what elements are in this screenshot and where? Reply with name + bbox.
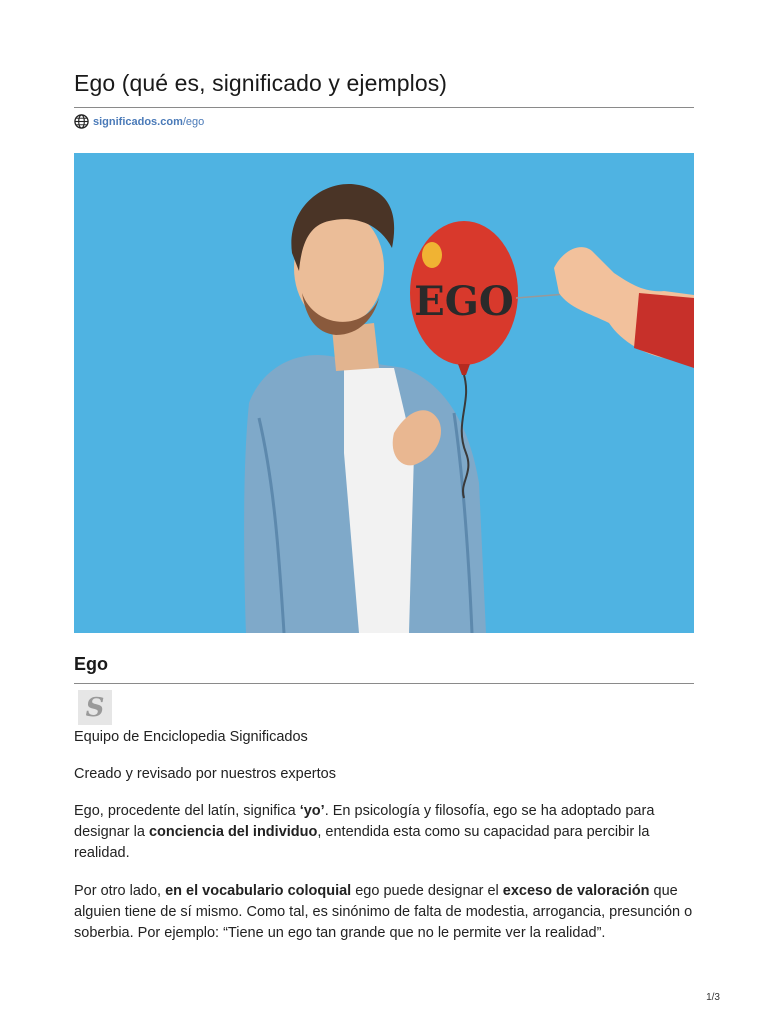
source-domain[interactable]: significados.com <box>93 115 183 128</box>
balloon-label: EGO <box>414 278 514 325</box>
hero-image <box>74 153 694 633</box>
title-divider <box>74 107 694 108</box>
ego-illustration <box>74 153 694 633</box>
paragraph-definition: Ego, procedente del latín, significa ‘yo’. En psicología y filosofía, ego se ha adoptado para designar la conciencia del individuo, entendida esta como su capacidad para percibir la realidad. <box>74 803 655 861</box>
site-logo <box>78 690 112 725</box>
author-line: Equipo de Enciclopedia Significados <box>74 729 308 745</box>
section-heading: Ego <box>74 654 108 674</box>
page-title: Ego (qué es, significado y ejemplos) <box>74 70 448 96</box>
source-path[interactable]: /ego <box>182 115 205 128</box>
reviewed-line: Creado y revisado por nuestros expertos <box>74 766 336 782</box>
globe-icon <box>74 114 89 129</box>
paragraph-colloquial: Por otro lado, en el vocabulario coloquial ego puede designar el exceso de valoración que alguien tiene de sí mismo. Como tal, es sinónimo de falta de modestia, arrogancia, presunción o soberbia. Por ejemplo: “Tiene un ego tan grande que no le permite ver la realidad”. <box>74 883 693 941</box>
section-divider <box>74 683 694 684</box>
page-number: 1/3 <box>706 992 720 1003</box>
source-link[interactable] <box>74 114 204 129</box>
logo-letter: S <box>85 692 105 723</box>
